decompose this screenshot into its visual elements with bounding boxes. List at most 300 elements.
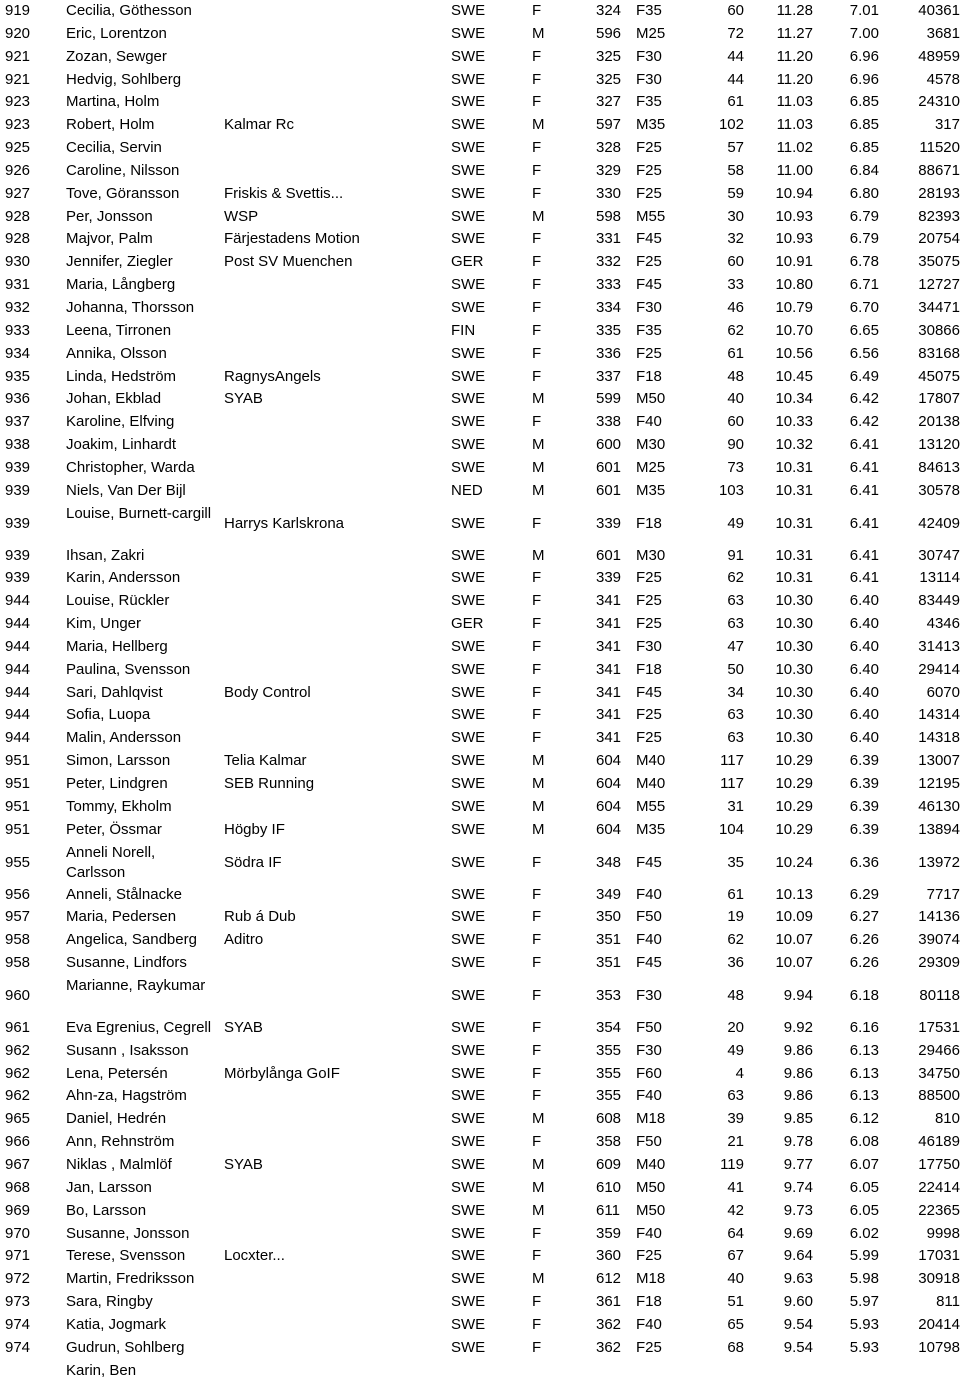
nationality-cell: SWE (451, 775, 486, 792)
class-cell: M35 (636, 481, 666, 499)
gender-place-cell: 609 (596, 1155, 622, 1173)
gender-place-cell: 341 (596, 592, 622, 610)
bib-number-cell: 30918 (918, 1270, 960, 1288)
nationality-cell: GER (451, 253, 484, 271)
sex-cell: M (532, 481, 545, 499)
position-cell: 944 (5, 729, 31, 747)
bib-number-cell: 13894 (918, 820, 960, 838)
sex-cell: M (532, 1201, 545, 1219)
speed-cell: 11.28 (776, 2, 813, 19)
position-cell: 939 (5, 546, 31, 564)
class-cell: F18 (636, 367, 662, 385)
position-cell: 928 (5, 207, 31, 225)
speed-cell: 11.00 (776, 161, 813, 179)
bib-number-cell: 6070 (926, 683, 960, 701)
speed-cell: 9.54 (783, 1338, 813, 1356)
sex-cell: F (532, 660, 542, 678)
nationality-cell: SWE (451, 230, 486, 248)
club-cell: Aditro (224, 931, 264, 949)
position-cell: 935 (5, 367, 31, 385)
runner-name-cell: Kim, Unger (66, 615, 142, 633)
speed-cell: 10.33 (775, 413, 813, 431)
club-cell: Rub á Dub (224, 908, 296, 926)
speed-cell: 11.03 (776, 116, 813, 134)
nationality-cell: SWE (451, 116, 486, 134)
class-cell: M50 (636, 1178, 666, 1196)
runner-name-cell: Susanne, Lindfors (66, 954, 187, 972)
sex-cell: F (532, 514, 542, 532)
nationality-cell: SWE (451, 752, 486, 770)
position-cell: 938 (5, 436, 31, 454)
runner-name-cell: Christopher, Warda (66, 458, 195, 476)
table-row (0, 1063, 960, 1086)
nationality-cell: SWE (451, 24, 486, 42)
pace-cell: 6.79 (849, 207, 879, 225)
club-cell: Friskis & Svettis... (224, 184, 344, 202)
speed-cell: 10.31 (775, 481, 813, 499)
speed-cell: 10.30 (775, 660, 813, 678)
gender-place-cell: 327 (596, 93, 622, 111)
class-place-cell: 48 (727, 367, 744, 385)
class-cell: F45 (636, 683, 662, 701)
sex-cell: F (532, 931, 542, 949)
bib-number-cell: 29414 (918, 660, 960, 678)
class-cell: F30 (636, 1041, 662, 1059)
bib-number-cell: 20138 (918, 413, 960, 431)
pace-cell: 6.79 (849, 230, 879, 248)
position-cell: 944 (5, 615, 31, 633)
position-cell: 958 (5, 954, 31, 972)
bib-number-cell: 40361 (918, 2, 960, 19)
runner-name-cell: Eva Egrenius, Cegrell (66, 1018, 212, 1036)
class-cell: M55 (636, 207, 666, 225)
nationality-cell: SWE (451, 1270, 486, 1288)
runner-name-cell: Karoline, Elfving (66, 413, 175, 431)
nationality-cell: SWE (451, 47, 486, 65)
pace-cell: 6.85 (849, 116, 879, 134)
bib-number-cell: 22414 (918, 1178, 960, 1196)
class-cell: M18 (636, 1110, 666, 1128)
runner-name-cell: Leena, Tirronen (66, 321, 172, 339)
gender-place-cell: 597 (596, 116, 622, 134)
table-row (0, 480, 960, 503)
table-row (0, 567, 960, 590)
pace-cell: 6.96 (849, 70, 879, 88)
gender-place-cell: 354 (596, 1018, 622, 1036)
runner-name-cell: Paulina, Svensson (66, 660, 191, 678)
bib-number-cell: 17750 (918, 1155, 960, 1173)
sex-cell: F (532, 1064, 542, 1082)
speed-cell: 10.30 (775, 615, 813, 633)
class-place-cell: 67 (727, 1247, 744, 1265)
sex-cell: M (532, 1178, 545, 1196)
club-cell: Locxter... (224, 1247, 285, 1265)
runner-name-cell: Malin, Andersson (66, 729, 182, 747)
speed-cell: 10.31 (775, 569, 813, 587)
gender-place-cell: 598 (596, 207, 622, 225)
table-row (0, 613, 960, 636)
position-cell: 944 (5, 592, 31, 610)
bib-number-cell: 13007 (918, 752, 960, 770)
position-cell: 939 (5, 458, 31, 476)
pace-cell: 5.99 (849, 1247, 879, 1265)
runner-name-cell: Niels, Van Der Bijl (66, 481, 186, 499)
class-place-cell: 62 (727, 931, 744, 949)
runner-name-cell: Tove, Göransson (66, 184, 180, 202)
sex-cell: F (532, 569, 542, 587)
bib-number-cell: 84613 (918, 458, 960, 476)
table-row (0, 884, 960, 907)
class-cell: F40 (636, 1087, 662, 1105)
position-cell: 921 (5, 47, 31, 65)
nationality-cell: SWE (451, 458, 486, 476)
sex-cell: F (532, 683, 542, 701)
gender-place-cell: 334 (596, 298, 622, 316)
position-cell: 944 (5, 660, 31, 678)
class-place-cell: 4 (735, 1064, 744, 1082)
table-row (0, 1200, 960, 1223)
pace-cell: 6.40 (849, 615, 879, 633)
runner-name-cell: Daniel, Hedrén (66, 1110, 167, 1128)
pace-cell: 6.40 (849, 683, 879, 701)
sex-cell: F (532, 1087, 542, 1105)
position-cell: 957 (5, 908, 31, 926)
speed-cell: 11.20 (776, 47, 813, 65)
gender-place-cell: 355 (596, 1064, 622, 1082)
bib-number-cell: 4578 (926, 70, 960, 88)
class-place-cell: 30 (727, 207, 744, 225)
class-cell: F25 (636, 184, 662, 202)
runner-name-cell: Eric, Lorentzon (66, 24, 167, 42)
class-place-cell: 42 (727, 1201, 744, 1219)
speed-cell: 10.30 (775, 729, 813, 747)
nationality-cell: SWE (451, 592, 486, 610)
pace-cell: 5.97 (849, 1293, 879, 1311)
gender-place-cell: 341 (596, 729, 622, 747)
class-place-cell: 65 (727, 1315, 744, 1333)
runner-name-cell: Johanna, Thorsson (66, 298, 195, 316)
sex-cell: F (532, 908, 542, 926)
sex-cell: M (532, 24, 545, 42)
position-cell: 932 (5, 298, 31, 316)
runner-name-cell: Susanne, Jonsson (66, 1224, 190, 1242)
nationality-cell: SWE (451, 797, 486, 815)
nationality-cell: SWE (451, 954, 486, 972)
nationality-cell: SWE (451, 1041, 486, 1059)
position-cell: 926 (5, 161, 31, 179)
pace-cell: 6.65 (849, 321, 879, 339)
bib-number-cell: 34471 (918, 298, 960, 316)
position-cell: 974 (5, 1315, 31, 1333)
runner-name-cell: Lena, Petersén (66, 1064, 168, 1082)
runner-name-cell: Jan, Larsson (66, 1178, 152, 1196)
speed-cell: 10.29 (775, 797, 813, 815)
class-place-cell: 117 (720, 752, 744, 770)
table-row (0, 1177, 960, 1200)
club-cell: Telia Kalmar (224, 752, 307, 770)
class-cell: F45 (636, 230, 662, 248)
runner-name-cell: Martina, Holm (66, 93, 160, 111)
class-place-cell: 63 (727, 592, 744, 610)
gender-place-cell: 361 (596, 1293, 622, 1311)
speed-cell: 10.34 (775, 390, 813, 408)
club-cell: Kalmar Rc (224, 116, 295, 134)
bib-number-cell: 30747 (918, 546, 960, 564)
table-row (0, 366, 960, 389)
bib-number-cell: 39074 (918, 931, 960, 949)
pace-cell: 6.70 (849, 298, 879, 316)
class-cell: F18 (636, 514, 662, 532)
speed-cell: 9.69 (783, 1224, 813, 1242)
table-row (0, 636, 960, 659)
class-cell: F30 (636, 986, 662, 1004)
table-row (0, 503, 960, 545)
class-place-cell: 44 (727, 47, 744, 65)
bib-number-cell: 88500 (918, 1087, 960, 1105)
pace-cell: 6.12 (849, 1110, 879, 1128)
pace-cell: 6.40 (849, 592, 879, 610)
runner-name-cell: Zozan, Sewger (66, 47, 167, 65)
class-cell: F25 (636, 615, 662, 633)
pace-cell: 6.39 (849, 752, 879, 770)
class-place-cell: 91 (727, 546, 744, 564)
class-cell: F40 (636, 413, 662, 431)
gender-place-cell: 604 (596, 820, 622, 838)
class-cell: F25 (636, 139, 662, 157)
speed-cell: 9.73 (783, 1201, 813, 1219)
sex-cell: F (532, 1338, 542, 1356)
runner-name-cell: Maria, Hellberg (66, 637, 168, 655)
runner-name-cell: Angelica, Sandberg (66, 931, 197, 949)
speed-cell: 9.78 (783, 1133, 813, 1151)
table-row (0, 1245, 960, 1268)
club-cell: WSP (224, 207, 259, 225)
pace-cell: 6.80 (849, 184, 879, 202)
sex-cell: F (532, 1018, 542, 1036)
class-place-cell: 61 (727, 93, 744, 111)
nationality-cell: SWE (451, 1087, 486, 1105)
bib-number-cell: 46189 (918, 1133, 960, 1151)
class-place-cell: 32 (727, 230, 744, 248)
speed-cell: 10.31 (775, 458, 813, 476)
class-cell: M50 (636, 1201, 666, 1219)
pace-cell: 6.29 (849, 885, 879, 903)
pace-cell: 6.85 (849, 93, 879, 111)
bib-number-cell: 13972 (918, 853, 960, 871)
class-place-cell: 35 (727, 853, 744, 871)
speed-cell: 9.94 (783, 986, 813, 1004)
nationality-cell: FIN (451, 321, 476, 339)
gender-place-cell: 341 (596, 615, 622, 633)
position-cell: 927 (5, 184, 31, 202)
gender-place-cell: 328 (596, 139, 622, 157)
position-cell: 928 (5, 230, 31, 248)
table-row (0, 1017, 960, 1040)
nationality-cell: SWE (451, 986, 486, 1004)
runner-name-cell: Linda, Hedström (66, 367, 177, 385)
pace-cell: 6.40 (849, 660, 879, 678)
position-cell: 965 (5, 1110, 31, 1128)
class-place-cell: 48 (727, 986, 744, 1004)
nationality-cell: SWE (451, 436, 486, 454)
runner-name-cell: Ihsan, Zakri (66, 546, 145, 564)
nationality-cell: SWE (451, 706, 486, 724)
pace-cell: 6.02 (849, 1224, 879, 1242)
gender-place-cell: 341 (596, 706, 622, 724)
pace-cell: 5.93 (849, 1338, 879, 1356)
class-place-cell: 63 (727, 1087, 744, 1105)
class-place-cell: 62 (727, 321, 744, 339)
runner-name-cell: Hedvig, Sohlberg (66, 70, 182, 88)
class-cell: F60 (636, 1064, 662, 1082)
position-cell: 972 (5, 1270, 31, 1288)
runner-name-cell: Sofia, Luopa (66, 706, 151, 724)
speed-cell: 10.30 (775, 706, 813, 724)
speed-cell: 10.32 (775, 436, 813, 454)
bib-number-cell: 22365 (918, 1201, 960, 1219)
pace-cell: 7.00 (849, 24, 879, 42)
pace-cell: 6.56 (849, 344, 879, 362)
sex-cell: M (532, 797, 545, 815)
nationality-cell: NED (451, 481, 483, 499)
position-cell: 962 (5, 1064, 31, 1082)
bib-number-cell: 7717 (926, 885, 960, 903)
class-place-cell: 50 (727, 660, 744, 678)
club-cell: SYAB (224, 390, 263, 408)
gender-place-cell: 604 (596, 797, 622, 815)
speed-cell: 10.07 (775, 931, 813, 949)
pace-cell: 6.18 (849, 986, 879, 1004)
gender-place-cell: 610 (596, 1178, 622, 1196)
position-cell: 944 (5, 683, 31, 701)
position-cell: 955 (5, 853, 31, 871)
speed-cell: 10.56 (775, 344, 813, 362)
sex-cell: F (532, 321, 542, 339)
speed-cell: 10.29 (775, 752, 813, 770)
pace-cell: 6.42 (849, 413, 879, 431)
position-cell: 920 (5, 24, 31, 42)
class-cell: F25 (636, 253, 662, 271)
class-cell: F30 (636, 47, 662, 65)
position-cell: 960 (5, 986, 31, 1004)
sex-cell: F (532, 47, 542, 65)
pace-cell: 6.39 (849, 797, 879, 815)
sex-cell: F (532, 344, 542, 362)
class-place-cell: 40 (727, 390, 744, 408)
sex-cell: M (532, 207, 545, 225)
nationality-cell: SWE (451, 729, 486, 747)
table-row (0, 183, 960, 206)
bib-number-cell: 811 (936, 1293, 960, 1311)
sex-cell: F (532, 1315, 542, 1333)
table-row (0, 929, 960, 952)
gender-place-cell: 325 (596, 47, 622, 65)
pace-cell: 6.07 (849, 1155, 879, 1173)
runner-name-cell: Caroline, Nilsson (66, 161, 180, 179)
class-cell: F40 (636, 885, 662, 903)
runner-name-cell: Marianne, Raykumar (66, 976, 206, 994)
runner-name-cell: Maria, Pedersen (66, 908, 177, 926)
gender-place-cell: 333 (596, 276, 622, 294)
nationality-cell: SWE (451, 885, 486, 903)
position-cell: 923 (5, 116, 31, 134)
position-cell: 930 (5, 253, 31, 271)
class-cell: M18 (636, 1270, 666, 1288)
position-cell: 919 (5, 2, 31, 19)
gender-place-cell: 341 (596, 637, 622, 655)
class-place-cell: 33 (727, 276, 744, 294)
pace-cell: 6.41 (849, 546, 879, 564)
runner-name-cell: Terese, Svensson (66, 1247, 186, 1265)
bib-number-cell: 30578 (918, 481, 960, 499)
bib-number-cell: 34750 (918, 1064, 960, 1082)
position-cell: 966 (5, 1133, 31, 1151)
table-row (0, 160, 960, 183)
class-place-cell: 49 (727, 514, 744, 532)
class-place-cell: 34 (727, 683, 744, 701)
class-place-cell: 90 (727, 436, 744, 454)
table-row (0, 46, 960, 69)
table-row (0, 819, 960, 842)
position-cell: 951 (5, 752, 31, 770)
bib-number-cell: 20754 (918, 230, 960, 248)
table-row (0, 773, 960, 796)
position-cell: 951 (5, 820, 31, 838)
pace-cell: 6.78 (849, 253, 879, 271)
club-cell: RagnysAngels (224, 367, 321, 385)
speed-cell: 9.74 (783, 1178, 813, 1196)
table-row (0, 23, 960, 46)
class-place-cell: 51 (727, 1293, 744, 1311)
speed-cell: 10.45 (775, 367, 813, 385)
class-cell: F50 (636, 1018, 662, 1036)
gender-place-cell: 324 (596, 2, 622, 19)
speed-cell: 10.29 (775, 820, 813, 838)
class-cell: M25 (636, 458, 666, 476)
class-place-cell: 31 (727, 797, 744, 815)
gender-place-cell: 355 (596, 1087, 622, 1105)
gender-place-cell: 360 (596, 1247, 622, 1265)
position-cell: 933 (5, 321, 31, 339)
position-cell: 969 (5, 1201, 31, 1219)
bib-number-cell: 83168 (918, 344, 960, 362)
sex-cell: M (532, 390, 545, 408)
bib-number-cell: 17807 (918, 390, 960, 408)
pace-cell: 6.40 (849, 637, 879, 655)
class-place-cell: 36 (727, 954, 744, 972)
bib-number-cell: 30866 (918, 321, 960, 339)
nationality-cell: SWE (451, 1110, 486, 1128)
gender-place-cell: 355 (596, 1041, 622, 1059)
nationality-cell: SWE (451, 1155, 486, 1173)
sex-cell: F (532, 70, 542, 88)
class-place-cell: 49 (727, 1041, 744, 1059)
table-row (0, 659, 960, 682)
club-cell: Högby IF (224, 820, 285, 838)
class-cell: F40 (636, 1315, 662, 1333)
sex-cell: F (532, 139, 542, 157)
sex-cell: F (532, 1224, 542, 1242)
runner-name-cell: Cecilia, Servin (66, 139, 162, 157)
class-cell: M35 (636, 116, 666, 134)
sex-cell: M (532, 1155, 545, 1173)
runner-name-cell: Maria, Långberg (66, 276, 176, 294)
class-cell: F50 (636, 908, 662, 926)
bib-number-cell: 4346 (926, 615, 960, 633)
class-cell: F50 (636, 1133, 662, 1151)
class-cell: F25 (636, 729, 662, 747)
pace-cell: 6.40 (849, 706, 879, 724)
